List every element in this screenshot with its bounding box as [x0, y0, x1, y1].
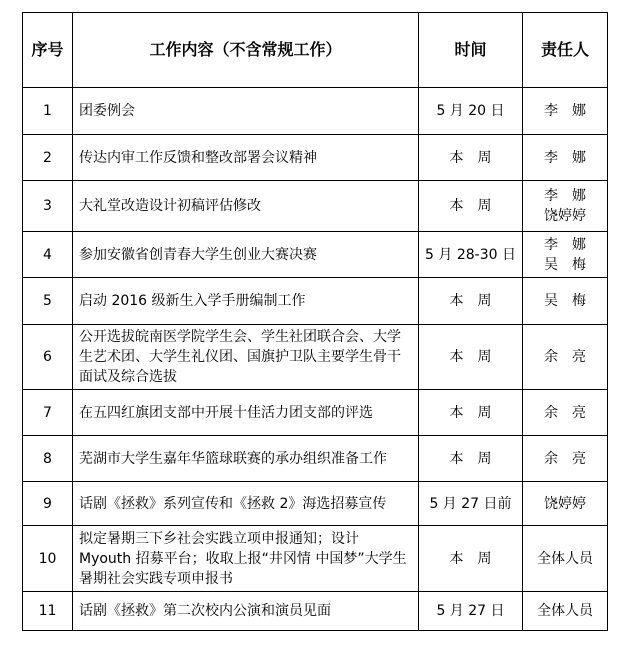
table-row: [23, 526, 608, 592]
row-content: 话剧《拯救》第二次校内公演和演员见面: [73, 592, 419, 631]
row-time: 5 月 27 日前: [419, 482, 523, 526]
row-time: 5 月 28-30 日: [419, 232, 523, 278]
row-time: 本 周: [419, 181, 523, 232]
row-content: 拟定暑期三下乡社会实践立项申报通知；设计 Myouth 招募平台；收取上报“井冈情 中国梦”大学生暑期社会实践专项申报书: [73, 526, 419, 592]
row-owner: [523, 325, 608, 390]
row-owner: [523, 592, 608, 631]
row-owner: [523, 482, 608, 526]
owner-name: 李 娜: [544, 103, 586, 119]
row-owner: [523, 278, 608, 325]
table-row: [23, 436, 608, 482]
table-row: [23, 592, 608, 631]
row-content: 参加安徽省创青春大学生创业大赛决赛: [73, 232, 419, 278]
table-row: [23, 135, 608, 181]
row-time: 本 周: [419, 325, 523, 390]
owner-name: 李 娜: [544, 236, 586, 253]
owner-name: 饶婷婷: [544, 208, 586, 224]
table-row: [23, 482, 608, 526]
table-row: [23, 325, 608, 390]
header-content: 工作内容（不含常规工作）: [73, 13, 419, 88]
row-number: 11: [23, 592, 73, 631]
row-owner: [523, 526, 608, 592]
owner-name: 全体人员: [537, 603, 593, 619]
owner-name: 李 娜: [544, 149, 586, 166]
row-number: 4: [23, 232, 73, 278]
row-number: 2: [23, 135, 73, 181]
row-time: 5 月 27 日: [419, 592, 523, 631]
row-content: 传达内审工作反馈和整改部署会议精神: [73, 135, 419, 181]
row-time: 本 周: [419, 390, 523, 436]
row-owner: [523, 436, 608, 482]
row-time: 本 周: [419, 526, 523, 592]
table-row: [23, 88, 608, 135]
row-number: 8: [23, 436, 73, 482]
row-number: 9: [23, 482, 73, 526]
owner-name: 李 娜: [544, 188, 586, 204]
header-row: [23, 13, 608, 88]
row-content: 大礼堂改造设计初稿评估修改: [73, 181, 419, 232]
row-content: 启动 2016 级新生入学手册编制工作: [73, 278, 419, 325]
row-content: 在五四红旗团支部中开展十佳活力团支部的评选: [73, 390, 419, 436]
table-row: [23, 232, 608, 278]
row-time: 本 周: [419, 436, 523, 482]
row-number: 7: [23, 390, 73, 436]
row-content: 话剧《拯救》系列宣传和《拯救 2》海选招募宣传: [73, 482, 419, 526]
row-content: 芜湖市大学生嘉年华篮球联赛的承办组织准备工作: [73, 436, 419, 482]
row-owner: [523, 232, 608, 278]
work-schedule-table: [22, 12, 608, 631]
owner-name: 余 亮: [544, 450, 586, 467]
row-content: 团委例会: [73, 88, 419, 135]
row-number: 10: [23, 526, 73, 592]
owner-name: 吴 梅: [544, 256, 586, 273]
row-owner: [523, 181, 608, 232]
row-number: 1: [23, 88, 73, 135]
row-owner: [523, 390, 608, 436]
owner-name: 饶婷婷: [544, 495, 586, 512]
row-time: 本 周: [419, 278, 523, 325]
table-row: [23, 181, 608, 232]
table-row: [23, 278, 608, 325]
owner-name: 吴 梅: [544, 293, 586, 309]
table-body: [23, 88, 608, 631]
row-time: 本 周: [419, 135, 523, 181]
row-content: 公开选拔皖南医学院学生会、学生社团联合会、大学生艺术团、大学生礼仪团、国旗护卫队主要学生骨干面试及综合选拔: [73, 325, 419, 390]
row-number: 5: [23, 278, 73, 325]
row-owner: [523, 135, 608, 181]
owner-name: 全体人员: [537, 550, 593, 567]
header-no: 序号: [23, 13, 73, 88]
header-time: 时间: [419, 13, 523, 88]
table-row: [23, 390, 608, 436]
row-number: 6: [23, 325, 73, 390]
header-owner: 责任人: [523, 13, 608, 88]
owner-name: 余 亮: [544, 349, 586, 365]
owner-name: 余 亮: [544, 404, 586, 421]
row-time: 5 月 20 日: [419, 88, 523, 135]
row-number: 3: [23, 181, 73, 232]
row-owner: [523, 88, 608, 135]
